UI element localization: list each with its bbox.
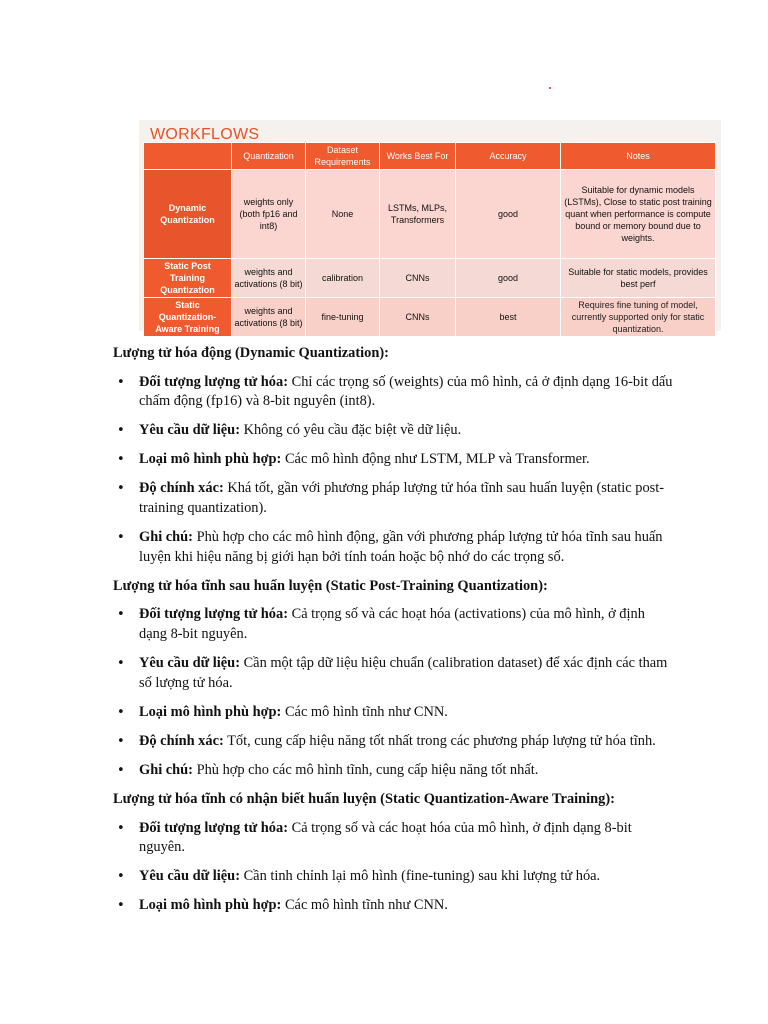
list-item xyxy=(139,479,673,518)
workflows-table xyxy=(143,142,716,337)
section-heading-qat: Lượng tử hóa tĩnh có nhận biết huấn luyện (Static Quantization-Aware Training): xyxy=(113,791,615,808)
bullet-list-static-ptq xyxy=(113,605,673,780)
document-body xyxy=(113,344,673,926)
item-text: Các mô hình tĩnh như CNN. xyxy=(281,703,448,720)
section-heading-dynamic: Lượng tử hóa động (Dynamic Quantization): xyxy=(113,345,389,361)
header-cell: Notes xyxy=(561,143,716,170)
item-text: Phù hợp cho các mô hình động, gần với phương pháp lượng tử hóa tĩnh sau huấn luyện khi hiệu năng bị giới hạn bởi tính toán hoặc bộ nhớ do các trọng số. xyxy=(139,529,663,565)
table-cell: best xyxy=(456,298,561,337)
table-cell: CNNs xyxy=(380,298,456,337)
list-item xyxy=(139,761,673,781)
header-cell: Works Best For xyxy=(380,143,456,170)
item-label: Loại mô hình phù hợp: xyxy=(139,703,282,720)
item-text: Cả trọng số và các hoạt hóa của mô hình, ở định dạng 8-bit nguyên. xyxy=(139,819,632,856)
table-cell: Suitable for dynamic models (LSTMs), Close to static post training quant when performance is compute bound or memory bound due to weights. xyxy=(561,170,716,259)
item-text: Chỉ các trọng số (weights) của mô hình, cả ở định dạng 16-bit dấu chấm động (fp16) và 8-bit nguyên (int8). xyxy=(139,373,673,410)
table-cell: good xyxy=(456,259,561,298)
list-item xyxy=(139,867,673,887)
row-header: Dynamic Quantization xyxy=(144,170,232,259)
list-item xyxy=(139,605,673,644)
list-item xyxy=(139,703,673,723)
header-cell: Quantization xyxy=(232,143,306,170)
table-row xyxy=(144,170,716,259)
table-cell: good xyxy=(456,170,561,259)
list-item xyxy=(139,450,673,470)
list-item xyxy=(139,421,673,441)
item-text: Các mô hình tĩnh như CNN. xyxy=(281,897,448,914)
header-cell: Dataset Requirements xyxy=(306,143,380,170)
section-heading-static-ptq: Lượng tử hóa tĩnh sau huấn luyện (Static Post-Training Quantization): xyxy=(113,577,548,594)
row-header: Static Quantization-Aware Training xyxy=(144,298,232,337)
table-cell: Suitable for static models, provides best perf xyxy=(561,259,716,298)
item-text: Không có yêu cầu đặc biệt về dữ liệu. xyxy=(239,422,462,439)
red-dot-mark xyxy=(549,87,551,89)
header-cell xyxy=(144,143,232,170)
list-item xyxy=(139,819,673,858)
item-text: Khá tốt, gần với phương pháp lượng tử hóa tĩnh sau huấn luyện (static post-training quantization). xyxy=(139,480,665,517)
table-row xyxy=(144,259,716,298)
item-label: Yêu cầu dữ liệu: xyxy=(139,655,240,672)
item-label: Đối tượng lượng tử hóa: xyxy=(139,606,288,623)
list-item xyxy=(139,654,673,693)
item-text: Cả trọng số và các hoạt hóa (activations) của mô hình, ở định dạng 8-bit nguyên. xyxy=(139,606,645,643)
bullet-list-dynamic xyxy=(113,373,673,568)
item-text: Tốt, cung cấp hiệu năng tốt nhất trong các phương pháp lượng tử hóa tĩnh. xyxy=(223,732,656,749)
bullet-list-qat xyxy=(113,819,673,916)
item-label: Đối tượng lượng tử hóa: xyxy=(139,819,288,836)
item-text: Các mô hình động như LSTM, MLP và Transformer. xyxy=(281,451,590,468)
table-cell: CNNs xyxy=(380,259,456,298)
item-text: Cần tinh chỉnh lại mô hình (fine-tuning) sau khi lượng tử hóa. xyxy=(239,868,601,885)
table-cell: calibration xyxy=(306,259,380,298)
table-header-row xyxy=(144,143,716,170)
figure-title: WORKFLOWS xyxy=(150,126,260,143)
item-label: Độ chính xác: xyxy=(139,480,224,497)
item-text: Phù hợp cho các mô hình tĩnh, cung cấp hiệu năng tốt nhất. xyxy=(192,762,539,778)
list-item xyxy=(139,732,673,752)
table-row xyxy=(144,298,716,337)
table-cell: Requires fine tuning of model, currently supported only for static quantization. xyxy=(561,298,716,337)
table-cell: weights only (both fp16 and int8) xyxy=(232,170,306,259)
workflows-figure xyxy=(139,120,721,334)
row-header: Static Post Training Quantization xyxy=(144,259,232,298)
list-item xyxy=(139,896,673,916)
item-label: Yêu cầu dữ liệu: xyxy=(139,422,240,439)
item-label: Đối tượng lượng tử hóa: xyxy=(139,373,288,390)
item-label: Ghi chú: xyxy=(139,529,193,546)
item-label: Độ chính xác: xyxy=(139,732,224,749)
list-item xyxy=(139,528,673,567)
table-cell: weights and activations (8 bit) xyxy=(232,298,306,337)
header-cell: Accuracy xyxy=(456,143,561,170)
item-label: Ghi chú: xyxy=(139,762,193,778)
item-label: Yêu cầu dữ liệu: xyxy=(139,868,240,885)
table-cell: fine-tuning xyxy=(306,298,380,337)
table-cell: None xyxy=(306,170,380,259)
list-item xyxy=(139,373,673,412)
item-label: Loại mô hình phù hợp: xyxy=(139,897,282,914)
item-text: Cần một tập dữ liệu hiệu chuẩn (calibration dataset) để xác định các tham số lượng tử hóa. xyxy=(139,655,668,691)
item-label: Loại mô hình phù hợp: xyxy=(139,451,282,468)
table-cell: weights and activations (8 bit) xyxy=(232,259,306,298)
table-cell: LSTMs, MLPs, Transformers xyxy=(380,170,456,259)
